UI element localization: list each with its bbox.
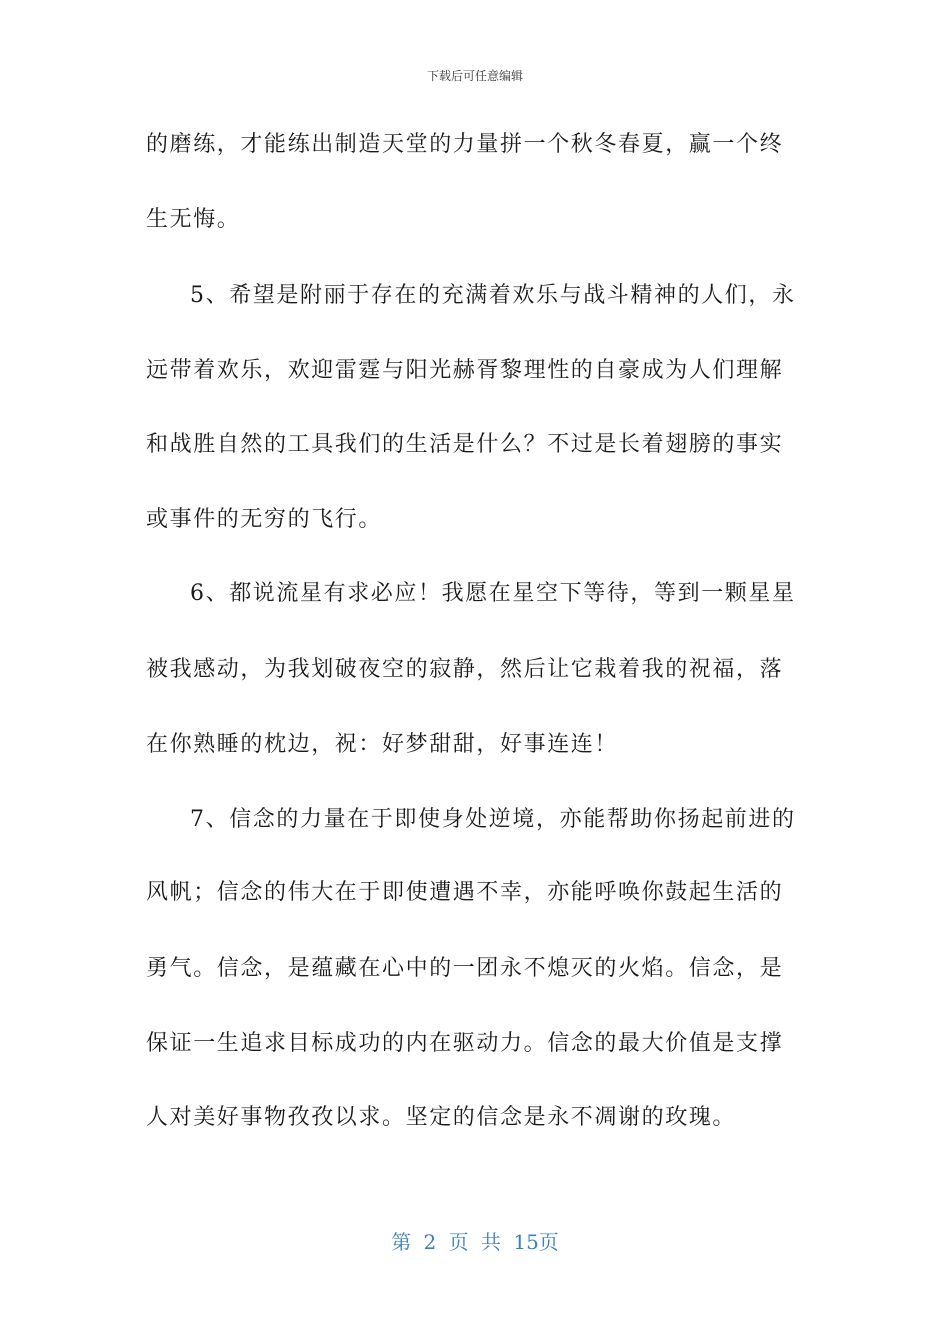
text-line: 生无悔。 — [146, 207, 241, 232]
text-line: 人对美好事物孜孜以求。坚定的信念是永不凋谢的玫瑰。 — [146, 1105, 737, 1130]
text-line: 和战胜自然的工具我们的生活是什么？不过是长着翅膀的事实 — [146, 432, 784, 457]
text-line: 6、都说流星有求必应！我愿在星空下等待，等到一颗星星 — [190, 581, 796, 606]
text-line: 的磨练，才能练出制造天堂的力量拼一个秋冬春夏，赢一个终 — [146, 132, 784, 157]
text-line: 或事件的无穷的飞行。 — [146, 507, 383, 532]
header-note: 下载后可任意编辑 — [426, 69, 523, 83]
page-number: 第 2 页 共 15页 — [391, 1230, 559, 1254]
text-line: 远带着欢乐，欢迎雷霆与阳光赫胥黎理性的自豪成为人们理解 — [146, 358, 784, 383]
text-line: 5、希望是附丽于存在的充满着欢乐与战斗精神的人们，永 — [190, 283, 796, 308]
text-line: 风帆；信念的伟大在于即使遭遇不幸，亦能呼唤你鼓起生活的 — [146, 880, 784, 905]
text-line: 被我感动，为我划破夜空的寂静，然后让它栽着我的祝福，落 — [146, 657, 784, 682]
text-line: 勇气。信念，是蕴藏在心中的一团永不熄灭的火焰。信念，是 — [146, 956, 784, 981]
text-line: 7、信念的力量在于即使身处逆境，亦能帮助你扬起前进的 — [190, 807, 796, 832]
text-line: 保证一生追求目标成功的内在驱动力。信念的最大价值是支撑 — [146, 1031, 784, 1056]
text-line: 在你熟睡的枕边，祝：好梦甜甜，好事连连！ — [146, 732, 619, 757]
